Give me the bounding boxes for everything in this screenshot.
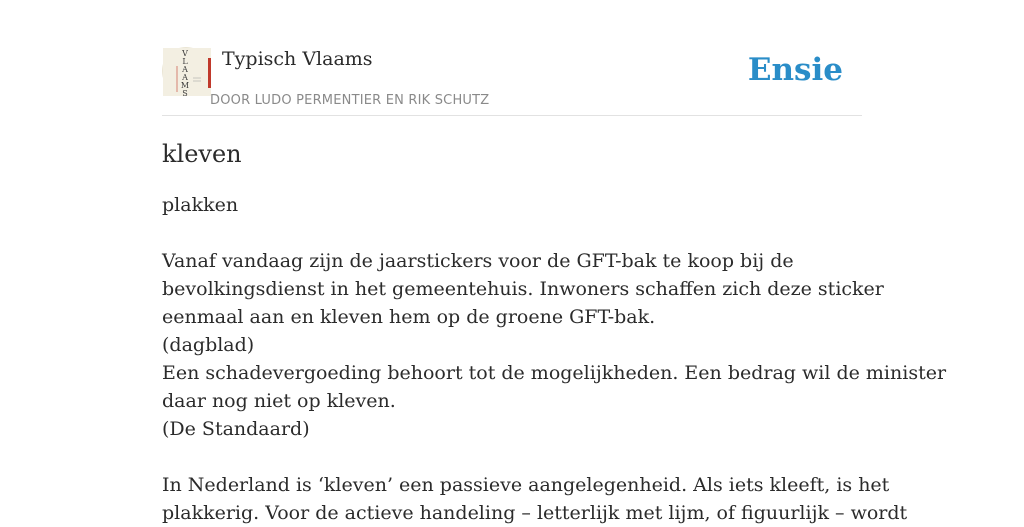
body-line: eenmaal aan en kleven hem op de groene GFT-bak. [162, 306, 656, 328]
ensie-logo-link[interactable]: Ensie [747, 52, 843, 88]
body-line: Vanaf vandaag zijn de jaarstickers voor de GFT-bak te koop bij de [162, 250, 794, 272]
logo-letter: M [180, 81, 190, 90]
entry-body [162, 247, 947, 527]
entry-content [162, 138, 947, 527]
book-authors: DOOR LUDO PERMENTIER EN RIK SCHUTZ [210, 93, 490, 108]
entry-definition: plakken [162, 194, 239, 216]
logo-letter: A [182, 73, 188, 82]
body-line: daar nog niet op kleven. [162, 390, 396, 412]
paragraph-spacer [162, 443, 862, 471]
book-cover-image [163, 48, 211, 96]
body-line: In Nederland is ‘kleven’ een passieve aangelegenheid. Als iets kleeft, is het [162, 474, 890, 496]
entry-title: kleven [162, 140, 242, 168]
book-cover-logo[interactable] [162, 47, 210, 98]
paragraph-spacer [162, 219, 862, 247]
source-citation: (dagblad) [162, 334, 255, 356]
book-title[interactable]: Typisch Vlaams [222, 48, 373, 70]
logo-letter: V [182, 49, 188, 58]
source-citation: (De Standaard) [162, 418, 310, 440]
logo-letter: A [182, 65, 188, 74]
logo-letter: L [182, 57, 188, 66]
body-line: plakkerig. Voor de actieve handeling – letterlijk met lijm, of figuurlijk – wordt [162, 502, 908, 524]
logo-letter: S [182, 89, 188, 98]
body-line: bevolkingsdienst in het gemeentehuis. Inwoners schaffen zich deze sticker [162, 278, 884, 300]
header [162, 44, 862, 116]
body-line: Een schadevergoeding behoort tot de mogelijkheden. Een bedrag wil de minister [162, 362, 947, 384]
